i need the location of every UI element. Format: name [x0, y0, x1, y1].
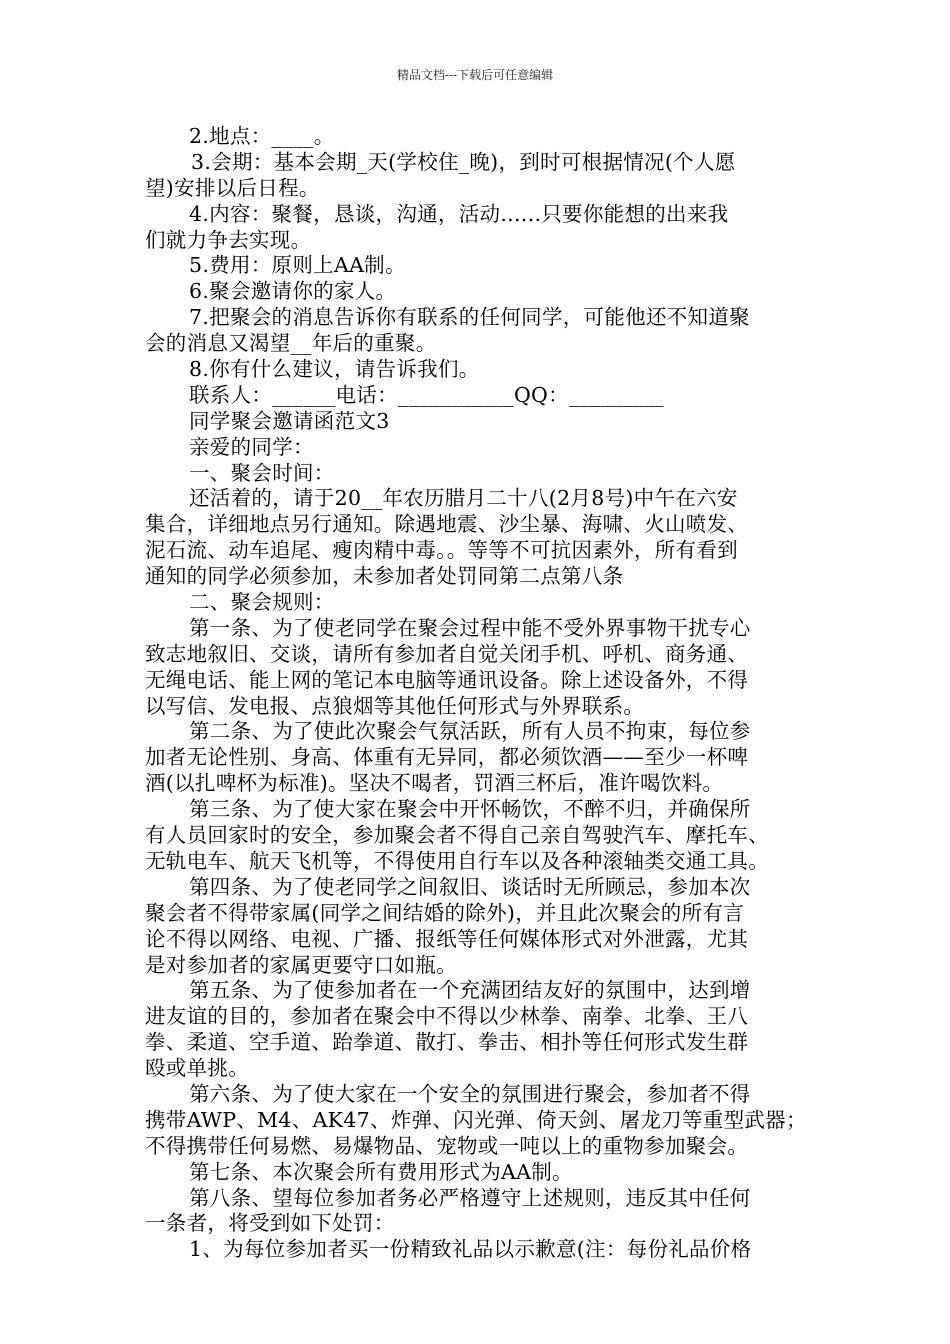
text-line: 5.费用：原则上AA制。 — [189, 253, 406, 278]
text-line: 论不得以网络、电视、广播、报纸等任何媒体形式对外泄露，尤其 — [145, 926, 749, 951]
text-line: 酒(以扎啤杯为标准)。坚决不喝者，罚酒三杯后，准许喝饮料。 — [145, 771, 724, 796]
text-line: 会的消息又渴望__年后的重聚。 — [145, 331, 437, 356]
text-line: 无绳电话、能上网的笔记本电脑等通讯设备。除上述设备外，不得 — [145, 667, 749, 692]
text-line: 泥石流、动车追尾、瘦肉精中毒。。等等不可抗因素外，所有看到 — [145, 538, 738, 563]
text-line: 以写信、发电报、点狼烟等其他任何形式与外界联系。 — [145, 693, 645, 718]
text-line: 殴或单挑。 — [145, 1056, 249, 1081]
text-line: 二、聚会规则： — [189, 590, 335, 615]
page-header: 精品文档---下载后可任意编辑 — [396, 68, 554, 82]
text-line: 第七条、本次聚会所有费用形式为AA制。 — [189, 1159, 573, 1184]
text-line: 同学聚会邀请函范文3 — [189, 408, 390, 433]
text-line: 4.内容：聚餐，恳谈，沟通，活动......只要你能想的出来我 — [189, 201, 729, 226]
text-line: 是对参加者的家属更要守口如瓶。 — [145, 952, 457, 977]
text-line: 集合，详细地点另行通知。除遇地震、沙尘暴、海啸、火山喷发、 — [145, 512, 749, 537]
text-line: 第二条、为了使此次聚会气氛活跃，所有人员不拘束，每位参 — [189, 719, 751, 744]
text-line: 通知的同学必须参加，未参加者处罚同第二点第八条 — [145, 564, 624, 589]
text-line: 第六条、为了使大家在一个安全的氛围进行聚会，参加者不得 — [189, 1081, 751, 1106]
text-line: 望)安排以后日程。 — [145, 175, 320, 200]
document-body — [145, 124, 810, 1263]
text-line: 2.地点：____。 — [189, 124, 335, 148]
text-line: 第一条、为了使老同学在聚会过程中能不受外界事物干扰专心 — [189, 615, 751, 640]
text-line: 联系人：______电话：___________QQ：_________ — [189, 382, 664, 407]
text-line: 聚会者不得带家属(同学之间结婚的除外)，并且此次聚会的所有言 — [145, 900, 744, 925]
text-line: 第八条、望每位参加者务必严格遵守上述规则，违反其中任何 — [189, 1185, 751, 1210]
text-line: 1、为每位参加者买一份精致礼品以示歉意(注：每份礼品价格 — [189, 1237, 752, 1262]
text-line: 致志地叙旧、交谈，请所有参加者自觉关闭手机、呼机、商务通、 — [145, 641, 749, 666]
text-line: 6.聚会邀请你的家人。 — [189, 279, 397, 304]
text-line: 一条者，将受到如下处罚： — [145, 1211, 395, 1236]
text-line: 还活着的，请于20__年农历腊月二十八(2月8号)中午在六安 — [189, 486, 738, 511]
text-line: 第三条、为了使大家在聚会中开怀畅饮，不醉不归，并确保所 — [189, 797, 751, 822]
text-line: 加者无论性别、身高、体重有无异同，都必须饮酒——至少一杯啤 — [145, 745, 749, 770]
text-line: 有人员回家时的安全，参加聚会者不得自己亲自驾驶汽车、摩托车、 — [145, 823, 769, 848]
text-line: 第四条、为了使老同学之间叙旧、谈话时无所顾忌，参加本次 — [189, 874, 751, 899]
text-line: 一、聚会时间： — [189, 460, 335, 485]
text-line: 7.把聚会的消息告诉你有联系的任何同学，可能他还不知道聚 — [189, 305, 750, 330]
text-line: 进友谊的目的，参加者在聚会中不得以少林拳、南拳、北拳、王八 — [145, 1004, 749, 1029]
text-line: 们就力争去实现。 — [145, 227, 312, 252]
text-line: 8.你有什么建议，请告诉我们。 — [189, 357, 480, 382]
text-line: 拳、柔道、空手道、跆拳道、散打、拳击、相扑等任何形式发生群 — [145, 1030, 749, 1055]
text-line: 第五条、为了使参加者在一个充满团结友好的氛围中，达到增 — [189, 978, 751, 1003]
text-line: 不得携带任何易燃、易爆物品、宠物或一吨以上的重物参加聚会。 — [145, 1133, 749, 1158]
text-line: 携带AWP、M4、AK47、炸弹、闪光弹、倚天剑、屠龙刀等重型武器； — [145, 1107, 807, 1132]
text-line: 亲爱的同学： — [189, 434, 314, 459]
text-line: 3.会期：基本会期_天(学校住_晚)，到时可根据情况(个人愿 — [191, 149, 736, 174]
text-line: 无轨电车、航天飞机等，不得使用自行车以及各种滚轴类交通工具。 — [145, 848, 769, 873]
